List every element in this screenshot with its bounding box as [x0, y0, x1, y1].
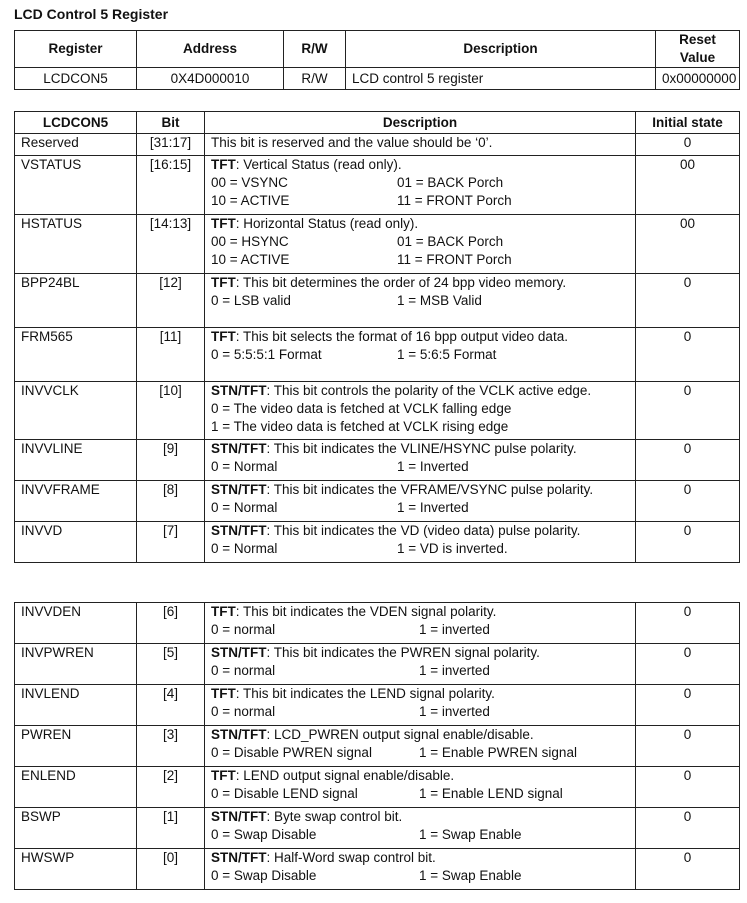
field-initial-state: 00	[636, 215, 740, 274]
value-option: 1 = 5:6:5 Format	[397, 347, 497, 362]
field-initial-state: 0	[636, 522, 740, 563]
field-bit-range: [31:17]	[137, 134, 205, 156]
header-initial-state: Initial state	[636, 112, 740, 134]
header-bit-description: Description	[205, 112, 636, 134]
field-name: Reserved	[15, 134, 137, 156]
value-option: 01 = BACK Porch	[397, 175, 504, 190]
mode-tag: TFT	[211, 216, 236, 231]
field-initial-state: 0	[636, 603, 740, 644]
field-name: PWREN	[15, 726, 137, 767]
description-text: : This bit selects the format of 16 bpp output video data.	[235, 329, 568, 344]
description-text: : This bit indicates the VDEN signal polarity.	[235, 604, 497, 619]
table-row	[15, 685, 740, 726]
value-option: 1 = MSB Valid	[397, 293, 482, 308]
description-text: : This bit indicates the VLINE/HSYNC pulse polarity.	[266, 441, 577, 456]
value-option: 1 = Inverted	[397, 459, 469, 474]
field-initial-state: 0	[636, 481, 740, 522]
value-option: 10 = ACTIVE	[211, 193, 290, 208]
field-initial-state: 0	[636, 440, 740, 481]
value-option: 0 = Swap Disable	[211, 868, 317, 883]
mode-tag: TFT	[211, 329, 236, 344]
field-description	[205, 481, 636, 522]
field-description	[205, 644, 636, 685]
field-name: INVVLINE	[15, 440, 137, 481]
register-summary-table	[14, 30, 740, 90]
field-description	[205, 603, 636, 644]
field-description	[205, 849, 636, 890]
table-row	[15, 215, 740, 274]
table-row	[15, 522, 740, 563]
value-option: 11 = FRONT Porch	[397, 252, 512, 267]
mode-tag: TFT	[211, 275, 236, 290]
table-row	[15, 849, 740, 890]
value-option: 0 = normal	[211, 704, 276, 719]
value-option: 0 = Normal	[211, 459, 278, 474]
description-text: : This bit indicates the PWREN signal polarity.	[266, 645, 540, 660]
table-row	[15, 808, 740, 849]
field-name: INVVCLK	[15, 382, 137, 440]
field-name: FRM565	[15, 328, 137, 382]
mode-tag: STN/TFT	[211, 383, 267, 398]
field-initial-state: 0	[636, 328, 740, 382]
table-row	[15, 726, 740, 767]
field-description	[205, 726, 636, 767]
value-option: 1 = VD is inverted.	[397, 541, 508, 556]
field-description	[205, 522, 636, 563]
description-text: : Vertical Status (read only).	[235, 157, 402, 172]
value-option: 1 = inverted	[419, 622, 490, 637]
header-rw: R/W	[284, 31, 346, 68]
value-option: 1 = Enable PWREN signal	[419, 745, 577, 760]
value-option: 1 = inverted	[419, 704, 490, 719]
table-row	[15, 603, 740, 644]
mode-tag: STN/TFT	[211, 441, 267, 456]
header-description: Description	[346, 31, 656, 68]
field-initial-state: 0	[636, 685, 740, 726]
description-text: : This bit controls the polarity of the VCLK active edge.	[266, 383, 592, 398]
table-row	[15, 274, 740, 328]
field-initial-state: 0	[636, 274, 740, 328]
field-initial-state: 0	[636, 849, 740, 890]
value-option: 0 = normal	[211, 622, 276, 637]
description-text: This bit is reserved and the value should be ‘0’.	[211, 135, 493, 150]
mode-tag: STN/TFT	[211, 850, 267, 865]
field-initial-state: 0	[636, 134, 740, 156]
description-text: : Half-Word swap control bit.	[266, 850, 436, 865]
field-initial-state: 0	[636, 808, 740, 849]
field-name: VSTATUS	[15, 156, 137, 215]
mode-tag: STN/TFT	[211, 482, 267, 497]
field-bit-range: [2]	[137, 767, 205, 808]
table-row	[15, 767, 740, 808]
field-initial-state: 0	[636, 382, 740, 440]
table-row	[15, 440, 740, 481]
header-field: LCDCON5	[15, 112, 137, 134]
field-description	[205, 808, 636, 849]
value-option: 1 = The video data is fetched at VCLK rising edge	[211, 419, 509, 434]
field-name: INVVFRAME	[15, 481, 137, 522]
field-bit-range: [7]	[137, 522, 205, 563]
field-bit-range: [0]	[137, 849, 205, 890]
field-name: INVVDEN	[15, 603, 137, 644]
register-description: LCD control 5 register	[346, 68, 656, 90]
value-option: 10 = ACTIVE	[211, 252, 290, 267]
field-description	[205, 328, 636, 382]
field-initial-state: 0	[636, 726, 740, 767]
field-bit-range: [9]	[137, 440, 205, 481]
value-option: 01 = BACK Porch	[397, 234, 504, 249]
table-row	[15, 134, 740, 156]
field-bit-range: [11]	[137, 328, 205, 382]
value-option: 0 = Normal	[211, 541, 278, 556]
field-description	[205, 440, 636, 481]
value-option: 00 = HSYNC	[211, 234, 289, 249]
value-option: 0 = Disable PWREN signal	[211, 745, 372, 760]
value-option: 0 = LSB valid	[211, 293, 291, 308]
header-bit: Bit	[137, 112, 205, 134]
field-name: BSWP	[15, 808, 137, 849]
table-row	[15, 382, 740, 440]
table-row	[15, 481, 740, 522]
field-description	[205, 685, 636, 726]
description-text: : LCD_PWREN output signal enable/disable.	[266, 727, 534, 742]
table-row	[15, 156, 740, 215]
field-bit-range: [5]	[137, 644, 205, 685]
register-rw: R/W	[284, 68, 346, 90]
value-option: 0 = Swap Disable	[211, 827, 317, 842]
page-title: LCD Control 5 Register	[14, 6, 169, 22]
bit-field-table-continued	[14, 602, 740, 890]
value-option: 1 = Swap Enable	[419, 868, 522, 883]
description-text: : This bit determines the order of 24 bpp video memory.	[235, 275, 567, 290]
field-bit-range: [16:15]	[137, 156, 205, 215]
register-address: 0X4D000010	[137, 68, 284, 90]
value-option: 00 = VSYNC	[211, 175, 288, 190]
field-bit-range: [8]	[137, 481, 205, 522]
description-text: : LEND output signal enable/disable.	[235, 768, 455, 783]
field-name: INVLEND	[15, 685, 137, 726]
mode-tag: TFT	[211, 604, 236, 619]
value-option: 1 = Swap Enable	[419, 827, 522, 842]
value-option: 1 = Inverted	[397, 500, 469, 515]
header-register: Register	[15, 31, 137, 68]
mode-tag: STN/TFT	[211, 809, 267, 824]
field-bit-range: [1]	[137, 808, 205, 849]
mode-tag: TFT	[211, 768, 236, 783]
register-reset-value: 0x00000000	[656, 68, 740, 90]
field-name: INVPWREN	[15, 644, 137, 685]
field-name: HSTATUS	[15, 215, 137, 274]
mode-tag: STN/TFT	[211, 523, 267, 538]
field-initial-state: 00	[636, 156, 740, 215]
field-bit-range: [10]	[137, 382, 205, 440]
mode-tag: STN/TFT	[211, 645, 267, 660]
description-text: : Horizontal Status (read only).	[235, 216, 419, 231]
value-option: 0 = 5:5:5:1 Format	[211, 347, 322, 362]
mode-tag: STN/TFT	[211, 727, 267, 742]
field-name: HWSWP	[15, 849, 137, 890]
field-description	[205, 767, 636, 808]
table-row	[15, 644, 740, 685]
description-text: : This bit indicates the VFRAME/VSYNC pulse polarity.	[266, 482, 594, 497]
value-option: 1 = Enable LEND signal	[419, 786, 563, 801]
mode-tag: TFT	[211, 157, 236, 172]
field-initial-state: 0	[636, 644, 740, 685]
field-description	[205, 156, 636, 215]
field-bit-range: [14:13]	[137, 215, 205, 274]
table-row	[15, 328, 740, 382]
header-address: Address	[137, 31, 284, 68]
value-option: 0 = The video data is fetched at VCLK falling edge	[211, 401, 512, 416]
description-text: : This bit indicates the VD (video data) pulse polarity.	[266, 523, 581, 538]
value-option: 0 = Normal	[211, 500, 278, 515]
bit-field-table	[14, 111, 740, 563]
field-bit-range: [12]	[137, 274, 205, 328]
mode-tag: TFT	[211, 686, 236, 701]
value-option: 1 = inverted	[419, 663, 490, 678]
field-description	[205, 215, 636, 274]
value-option: 0 = Disable LEND signal	[211, 786, 358, 801]
field-name: ENLEND	[15, 767, 137, 808]
description-text: : This bit indicates the LEND signal polarity.	[235, 686, 495, 701]
register-name: LCDCON5	[15, 68, 137, 90]
value-option: 0 = normal	[211, 663, 276, 678]
field-description	[205, 382, 636, 440]
field-name: BPP24BL	[15, 274, 137, 328]
field-bit-range: [6]	[137, 603, 205, 644]
description-text: : Byte swap control bit.	[266, 809, 403, 824]
field-bit-range: [4]	[137, 685, 205, 726]
value-option: 11 = FRONT Porch	[397, 193, 512, 208]
field-name: INVVD	[15, 522, 137, 563]
field-bit-range: [3]	[137, 726, 205, 767]
field-description	[205, 134, 636, 156]
field-initial-state: 0	[636, 767, 740, 808]
header-reset-value: Reset Value	[656, 31, 740, 68]
field-description	[205, 274, 636, 328]
